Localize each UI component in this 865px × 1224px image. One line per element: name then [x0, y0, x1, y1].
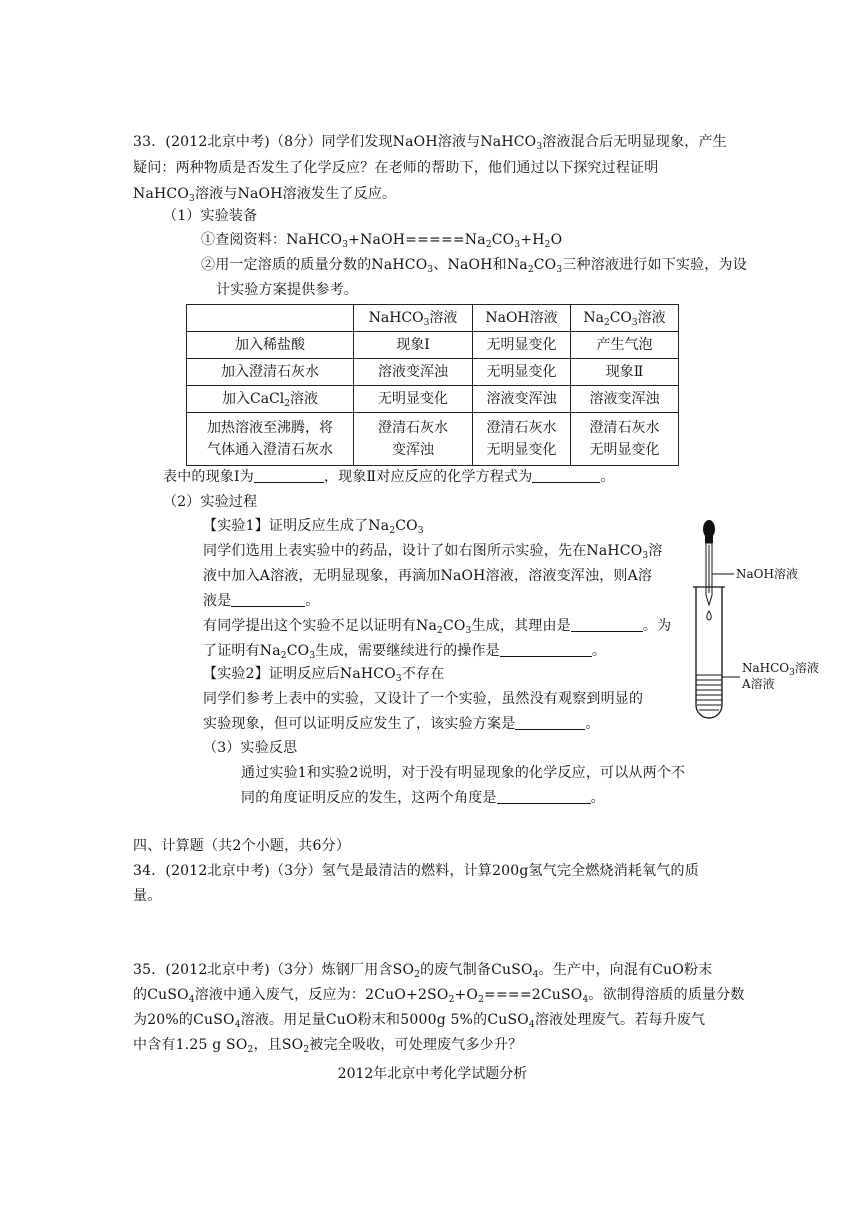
- table-cell: 现象Ⅰ: [354, 332, 473, 359]
- table-cell: 溶液变浑浊: [354, 359, 473, 386]
- table-cell: 加入CaCl$_2$溶液: [187, 386, 354, 413]
- table-row: [187, 332, 679, 359]
- q34-line2: 量。: [133, 888, 162, 904]
- part1-title: （1）实验装备: [163, 208, 258, 224]
- table-header: $Na_2CO_3$溶液: [571, 305, 679, 332]
- answer-blank[interactable]: [515, 715, 585, 730]
- exp1-line3: 液是 。: [203, 593, 320, 609]
- exp1-title: 【实验1】证明反应生成了$Na_2CO_3$: [203, 518, 424, 536]
- exp2-line1: 同学们参考上表中的实验，又设计了一个实验，虽然没有观察到明显的: [203, 691, 644, 707]
- figure-label-naoh: NaOH溶液: [736, 567, 798, 581]
- table-cell: 现象Ⅱ: [571, 359, 679, 386]
- table-row: [187, 386, 679, 413]
- step1: ①查阅资料：$NaHCO_3+NaOH=====Na_2CO_3+H_2O$: [201, 232, 563, 250]
- table-cell: 加热溶液至沸腾，将 气体通入澄清石灰水: [187, 413, 354, 466]
- answer-blank[interactable]: [532, 468, 600, 483]
- experiment-table: [186, 304, 679, 466]
- q33-line3: NaHCO$_3$溶液与NaOH溶液发生了反应。: [133, 186, 397, 204]
- reflection-line2: 同的角度证明反应的发生，这两个角度是 。: [241, 790, 605, 806]
- table-cell: [187, 305, 354, 332]
- table-cell: 加入稀盐酸: [187, 332, 354, 359]
- q35-line4: 中含有1.25 g $SO_2$，且$SO_2$被完全吸收，可处理废气多少升？: [133, 1037, 523, 1055]
- answer-blank[interactable]: [231, 592, 305, 607]
- apparatus-figure: [690, 515, 810, 735]
- after-table-line: 表中的现象Ⅰ为 ，现象Ⅱ对应反应的化学方程式为 。: [163, 469, 615, 485]
- reflection-line1: 通过实验1和实验2说明，对于没有明显现象的化学反应，可以从两个不: [241, 765, 686, 781]
- section-heading: 四、计算题（共2个小题，共6分）: [133, 838, 351, 854]
- exp1-line5: 了证明有$Na_2CO_3$生成，需要继续进行的操作是 。: [203, 643, 607, 661]
- step2-line1: ②用一定溶质的质量分数的NaHCO$_3$、NaOH和$Na_2CO_3$三种溶液进行如下实验，为设: [201, 257, 747, 275]
- q34-line1: 34．(2012北京中考)（3分）氢气是最清洁的燃料，计算200g氢气完全燃烧消耗氧气的质: [133, 863, 699, 879]
- table-cell: 无明显变化: [473, 332, 571, 359]
- table-cell: 澄清石灰水 无明显变化: [571, 413, 679, 466]
- part3-title: （3）实验反思: [203, 740, 298, 756]
- part2-title: （2）实验过程: [163, 494, 258, 510]
- answer-blank[interactable]: [497, 789, 591, 804]
- exp1-line2: 液中加入A溶液，无明显现象，再滴加NaOH溶液，溶液变浑浊，则A溶: [203, 568, 653, 584]
- q35-line1: 35．(2012北京中考)（3分）炼钢厂用含$SO_2$的废气制备CuSO$_4$。生产中，向混有CuO粉末: [133, 962, 713, 980]
- table-header: NaHCO$_3$溶液: [354, 305, 473, 332]
- table-cell: 溶液变浑浊: [571, 386, 679, 413]
- q35-line3: 为20%的CuSO$_4$溶液。用足量CuO粉末和5000g 5%的CuSO$_4$溶液处理废气。若每升废气: [133, 1012, 706, 1030]
- q33-line1: 33．(2012北京中考)（8分）同学们发现NaOH溶液与NaHCO$_3$溶液混合后无明显现象，产生: [133, 134, 727, 152]
- dropper-neck-icon: [705, 535, 713, 543]
- q35-line2: 的CuSO$_4$溶液中通入废气，反应为：$2CuO+2SO_2+O_2====2CuSO_4$。欲制得溶质的质量分数: [133, 987, 745, 1005]
- step2-line2: 计实验方案提供参考。: [216, 282, 358, 298]
- exp2-line2: 实验现象，但可以证明反应发生了，该实验方案是 。: [203, 716, 600, 732]
- table-cell: 无明显变化: [473, 359, 571, 386]
- answer-blank[interactable]: [254, 468, 324, 483]
- table-row: [187, 359, 679, 386]
- exp1-line1: 同学们选用上表实验中的药品，设计了如右图所示实验，先在NaHCO$_3$溶: [203, 543, 663, 561]
- q33-line2: 疑问：两种物质是否发生了化学反应？在老师的帮助下，他们通过以下探究过程证明: [133, 160, 659, 176]
- liquid-lines-icon: [696, 675, 722, 710]
- figure-label-a: A溶液: [742, 677, 775, 691]
- table-cell: 溶液变浑浊: [473, 386, 571, 413]
- table-header: NaOH溶液: [473, 305, 571, 332]
- table-row: [187, 413, 679, 466]
- answer-blank[interactable]: [571, 617, 643, 632]
- table-cell: 无明显变化: [354, 386, 473, 413]
- table-header-row: [187, 305, 679, 332]
- answer-blank[interactable]: [500, 642, 592, 657]
- table-cell: 加入澄清石灰水: [187, 359, 354, 386]
- table-cell: 澄清石灰水 无明显变化: [473, 413, 571, 466]
- figure-label-nahco3: NaHCO$_3$溶液: [742, 661, 819, 678]
- footer-title: 2012年北京中考化学试题分析: [337, 1066, 528, 1082]
- table-cell: 澄清石灰水 变浑浊: [354, 413, 473, 466]
- exp1-line4: 有同学提出这个实验不足以证明有$Na_2CO_3$生成，其理由是 。为: [203, 618, 672, 636]
- drop-icon: [707, 611, 712, 620]
- exp2-title: 【实验2】证明反应后NaHCO$_3$不存在: [203, 666, 445, 684]
- table-cell: 产生气泡: [571, 332, 679, 359]
